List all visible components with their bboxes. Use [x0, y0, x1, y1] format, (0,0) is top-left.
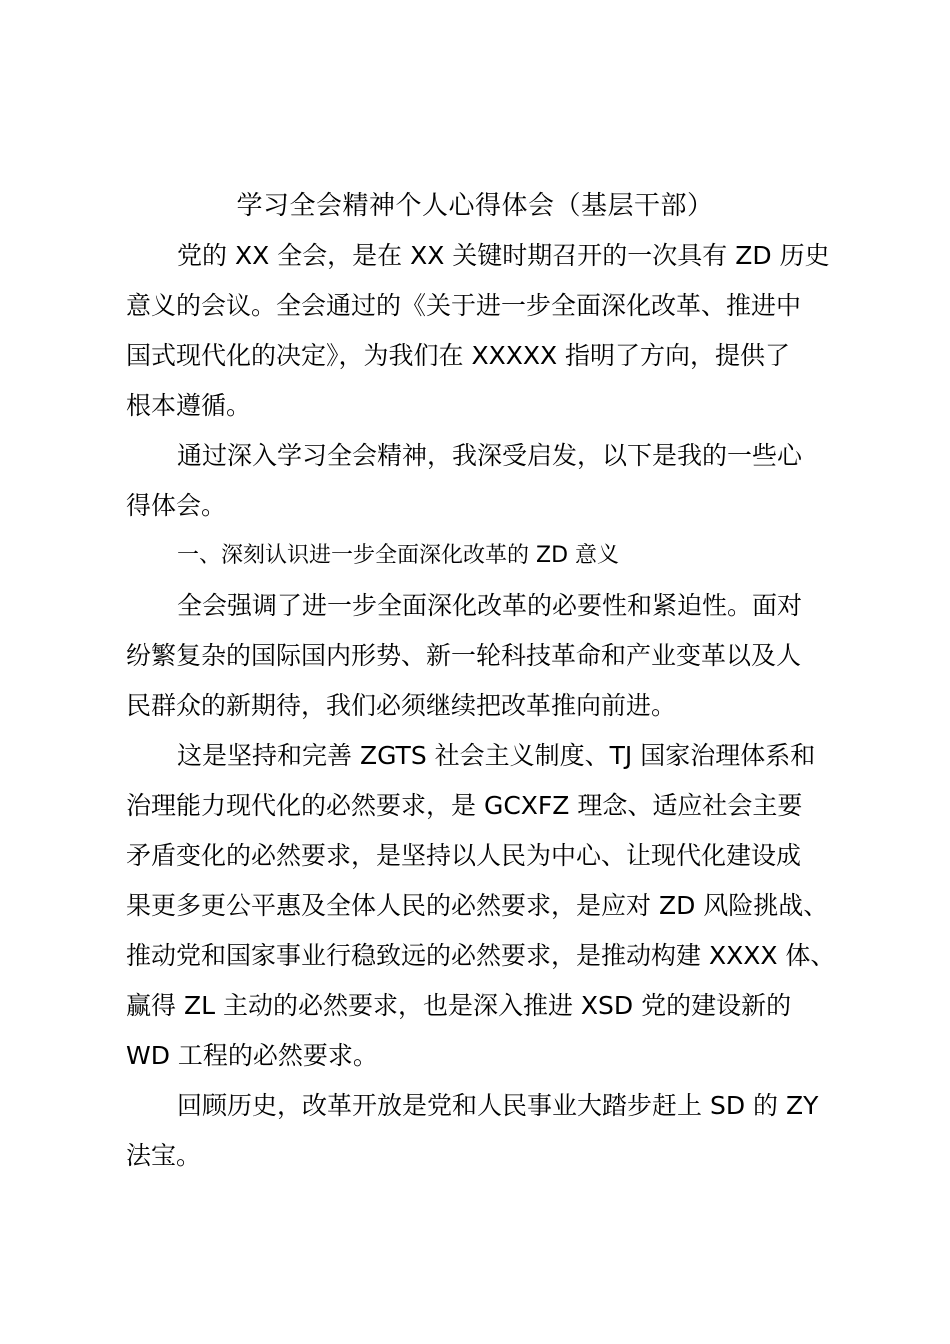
body-line: 矛盾变化的必然要求，是坚持以人民为中心、让现代化建设成 [126, 841, 802, 870]
body-line: 国式现代化的决定》，为我们在 XXXXX 指明了方向，提供了 [126, 341, 791, 370]
section-heading: 一、深刻认识进一步全面深化改革的 ZD 意义 [177, 543, 619, 568]
body-line: 回顾历史，改革开放是党和人民事业大踏步赶上 SD 的 ZY [177, 1091, 819, 1120]
body-line: 这是坚持和完善 ZGTS 社会主义制度、TJ 国家治理体系和 [177, 741, 816, 770]
document-title: 学习全会精神个人心得体会（基层干部） [236, 191, 714, 221]
body-line: 全会强调了进一步全面深化改革的必要性和紧迫性。面对 [177, 591, 803, 620]
body-line: 民群众的新期待，我们必须继续把改革推向前进。 [126, 691, 677, 720]
body-line: 得体会。 [126, 491, 227, 520]
body-line: WD 工程的必然要求。 [126, 1041, 378, 1070]
body-line: 法宝。 [126, 1141, 202, 1170]
body-line: 赢得 ZL 主动的必然要求，也是深入推进 XSD 党的建设新的 [126, 991, 792, 1020]
body-line: 意义的会议。全会通过的《关于进一步全面深化改革、推进中 [126, 291, 802, 320]
body-line: 治理能力现代化的必然要求，是 GCXFZ 理念、适应社会主要 [126, 791, 803, 820]
body-line: 纷繁复杂的国际国内形势、新一轮科技革命和产业变革以及人 [126, 641, 802, 670]
body-line: 根本遵循。 [126, 391, 252, 420]
body-line: 通过深入学习全会精神，我深受启发，以下是我的一些心 [177, 441, 803, 470]
body-line: 果更多更公平惠及全体人民的必然要求，是应对 ZD 风险挑战、 [126, 891, 829, 920]
body-line: 党的 XX 全会，是在 XX 关键时期召开的一次具有 ZD 历史 [177, 241, 830, 270]
body-line: 推动党和国家事业行稳致远的必然要求，是推动构建 XXXX 体、 [126, 941, 836, 970]
